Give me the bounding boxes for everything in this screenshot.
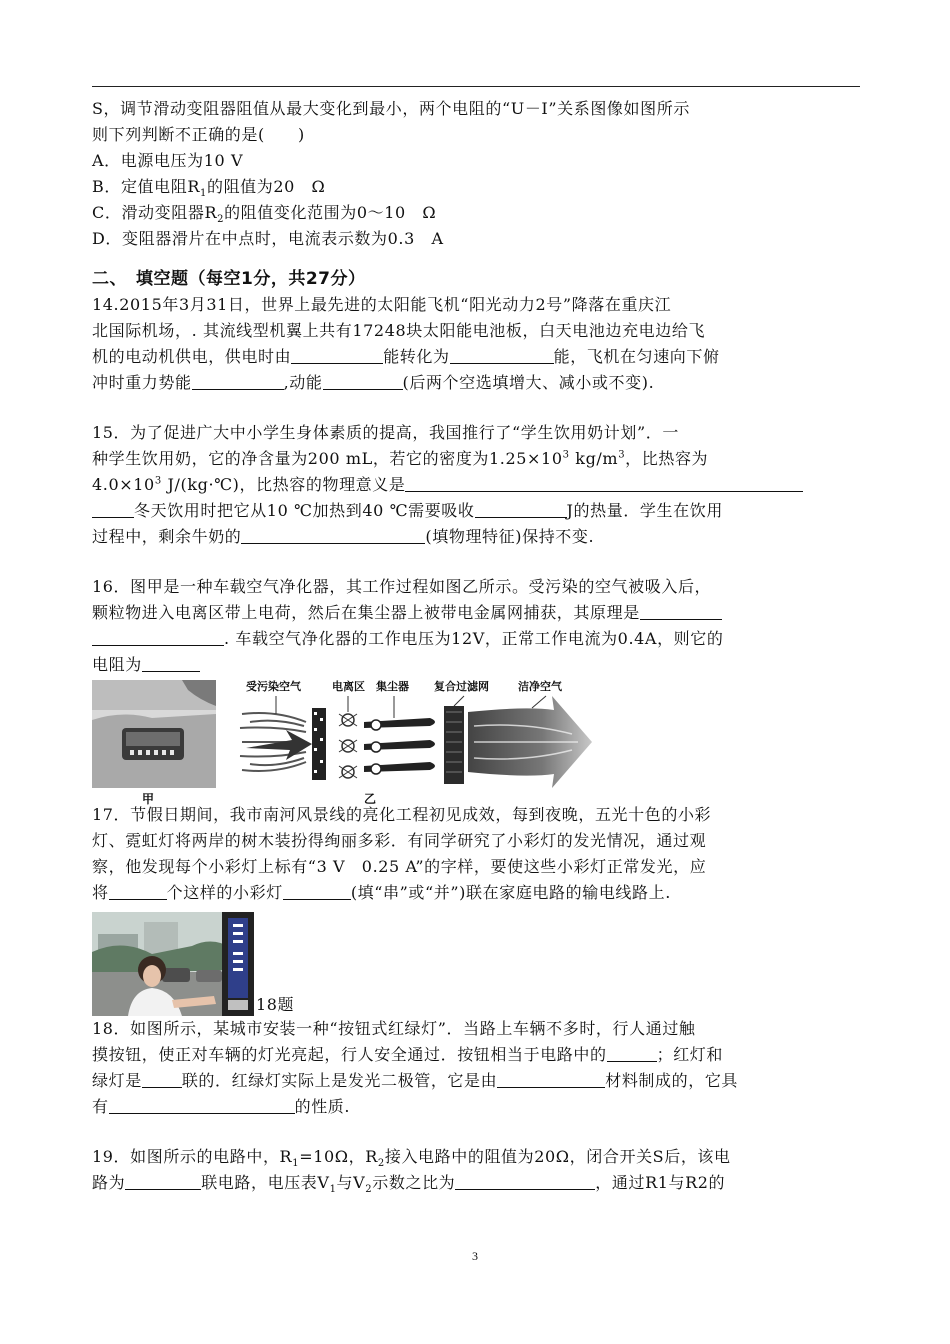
figure-label-jia: 甲 [142, 792, 155, 806]
label-dust-collector: 集尘器 [376, 680, 409, 693]
q17-line-4: 将 个这样的小彩灯 (填“串”或“并”)联在家庭电路的输电线路上. [92, 883, 671, 902]
q15-line-2: 种学生饮用奶，它的净含量为200 mL，若它的密度为$1.25\times 10^3$ $kg/m^3$，比热容为 [92, 449, 709, 468]
pedestrian-button-figure [92, 906, 862, 1016]
answer-blank[interactable] [241, 527, 425, 544]
answer-blank[interactable] [607, 1045, 657, 1062]
q16-line-3: . 车载空气净化器的工作电压为12V，正常工作电流为0.4A，则它的 [92, 626, 862, 652]
q16-line-4: 电阻为 [92, 652, 862, 678]
answer-blank[interactable] [455, 1173, 595, 1190]
answer-blank[interactable] [405, 475, 803, 492]
label-composite-filter: 复合过滤网 [434, 680, 489, 693]
figure-caption-18: 18题 [256, 995, 295, 1014]
answer-blank[interactable] [283, 883, 351, 900]
answer-blank[interactable] [323, 373, 403, 390]
car-purifier-photo [92, 680, 216, 788]
answer-blank[interactable] [92, 501, 134, 518]
answer-blank[interactable] [450, 347, 554, 364]
air-purifier-figures [92, 678, 862, 806]
answer-blank[interactable] [92, 629, 224, 646]
q19-line-2: 路为 联电路，电压表$V_1$与$V_2$示数之比为 ，通过R1与R2的 [92, 1173, 726, 1196]
pedestrian-button-photo [92, 912, 254, 1016]
label-polluted-air: 受污染空气 [246, 680, 301, 693]
q15-line-3: $4.0\times 10^3$ J/(kg·℃)，比热容的物理意义是 [92, 472, 862, 498]
q18-line-4: 有 的性质. [92, 1097, 351, 1116]
figure-label-yi: 乙 [364, 792, 377, 806]
dust-collector-plates [364, 718, 435, 774]
q17-line-3: 察，他发现每个小彩灯上标有“3 V 0.25 A”的字样，要使这些小彩灯正常发光，应 [92, 857, 707, 876]
answer-blank[interactable] [109, 883, 167, 900]
q17-line-2: 灯、霓虹灯将两岸的树木装扮得绚丽多彩．有同学研究了小彩灯的发光情况，通过观 [92, 831, 707, 850]
answer-blank[interactable] [640, 603, 722, 620]
q15-line-4: 冬天饮用时把它从10 ℃加热到40 ℃需要吸收 J的热量．学生在饮用 [92, 498, 862, 524]
label-ionization-zone: 电离区 [332, 680, 365, 693]
q14-line-2: 北国际机场，. 其流线型机翼上共有17248块太阳能电池板，白天电池边充电边给飞 [92, 321, 706, 340]
answer-blank[interactable] [291, 347, 383, 364]
header-rule [92, 86, 860, 87]
answer-blank[interactable] [109, 1097, 295, 1114]
q18-line-3: 绿灯是 联的．红绿灯实际上是发光二极管，它是由 材料制成的，它具 [92, 1071, 739, 1090]
answer-blank[interactable] [142, 655, 200, 672]
q14-line-3: 机的电动机供电，供电时由 能转化为 能，飞机在匀速向下俯 [92, 347, 720, 366]
section-heading: 二、 填空题（每空1分，共27分） [92, 269, 366, 289]
q18-line-2: 摸按钮，使正对车辆的灯光亮起，行人安全通过．按钮相当于电路中的 ；红灯和 [92, 1045, 724, 1064]
q13-option-a: A．电源电压为10 V [92, 151, 244, 170]
label-clean-air: 洁净空气 [518, 680, 562, 693]
q13-option-c: C．滑动变阻器$R_2$的阻值变化范围为0～10 Ω [92, 203, 437, 226]
q17-line-1: 17．节假日期间，我市南河风景线的亮化工程初见成效，每到夜晚，五光十色的小彩 [92, 805, 712, 824]
page-number: 3 [472, 1249, 478, 1263]
q16-line-1: 16．图甲是一种车载空气净化器，其工作过程如图乙所示。受污染的空气被吸入后， [92, 577, 712, 596]
purifier-process-diagram [236, 678, 596, 794]
page-content [92, 96, 862, 1196]
answer-blank[interactable] [497, 1071, 605, 1088]
q19-line-1: 19．如图所示的电路中，$R_1=10\Omega$，$R_2$接入电路中的阻值为20Ω，闭合开关S后，该电 [92, 1147, 731, 1170]
q14-line-1: 14.2015年3月31日，世界上最先进的太阳能飞机“阳光动力2号”降落在重庆江 [92, 295, 672, 314]
q13-option-b: B．定值电阻$R_1$的阻值为20 Ω [92, 177, 326, 200]
q18-line-1: 18．如图所示，某城市安装一种“按钮式红绿灯”．当路上车辆不多时，行人通过触 [92, 1019, 696, 1038]
q13-option-d: D．变阻器滑片在中点时，电流表示数为0.3 A [92, 229, 444, 248]
q13-line-1: S，调节滑动变阻器阻值从最大变化到最小，两个电阻的“U－I”关系图像如图所示 [92, 99, 690, 118]
q15-line-5: 过程中，剩余牛奶的 (填物理特征)保持不变. [92, 527, 595, 546]
q15-line-1: 15．为了促进广大中小学生身体素质的提高，我国推行了“学生饮用奶计划”．一 [92, 423, 679, 442]
q16-line-2: 颗粒物进入电离区带上电荷，然后在集尘器上被带电金属网捕获，其原理是 [92, 600, 862, 626]
q14-line-4: 冲时重力势能 ,动能 (后两个空选填增大、减小或不变). [92, 373, 655, 392]
answer-blank[interactable] [142, 1071, 182, 1088]
answer-blank[interactable] [475, 501, 567, 518]
q13-line-2: 则下列判断不正确的是( ) [92, 125, 305, 144]
answer-blank[interactable] [125, 1173, 201, 1190]
answer-blank[interactable] [192, 373, 284, 390]
